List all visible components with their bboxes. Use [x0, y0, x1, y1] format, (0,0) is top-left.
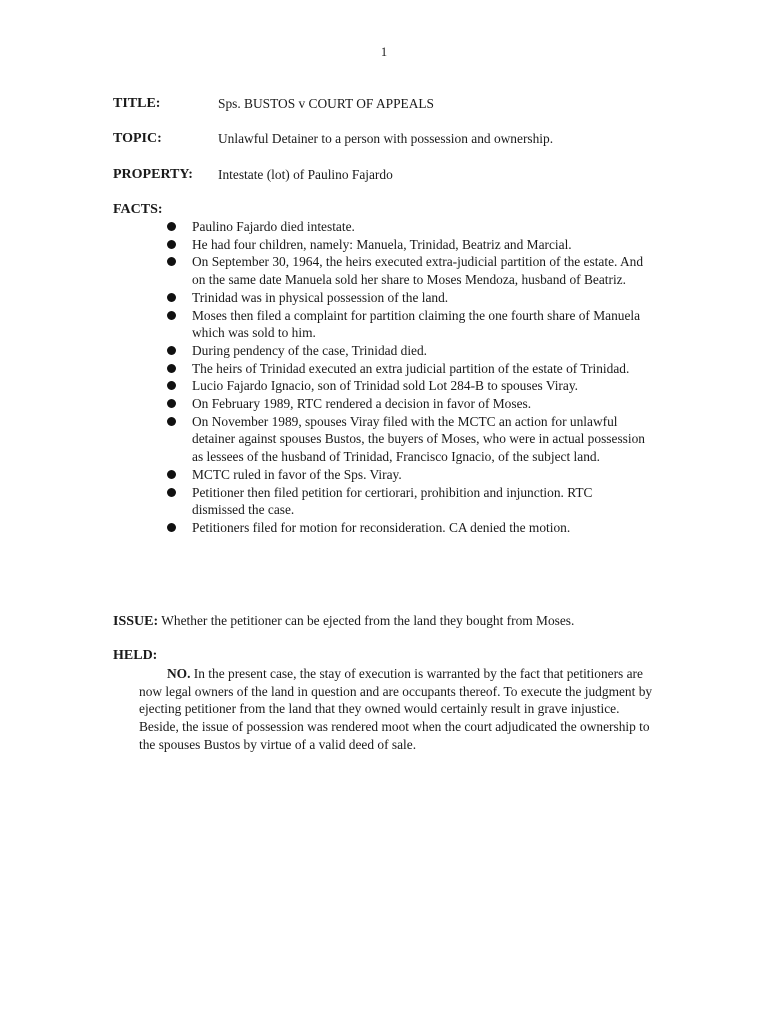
- fact-item: [165, 253, 645, 288]
- fact-item: [165, 236, 645, 254]
- bullet-icon: [167, 257, 176, 266]
- fact-item: [165, 218, 645, 236]
- bullet-icon: [167, 222, 176, 231]
- bullet-icon: [167, 488, 176, 497]
- fact-text: Moses then filed a complaint for partition claiming the one fourth share of Manuela which was sold to him.: [192, 307, 641, 341]
- fact-text: Lucio Fajardo Ignacio, son of Trinidad sold Lot 284-B to spouses Viray.: [192, 378, 579, 394]
- fact-text: He had four children, namely: Manuela, Trinidad, Beatriz and Marcial.: [192, 236, 572, 252]
- fact-text: Petitioner then filed petition for certiorari, prohibition and injunction. RTC dismissed the case.: [192, 484, 593, 518]
- title-label: TITLE:: [113, 96, 161, 111]
- fact-item: [165, 519, 645, 537]
- fact-text: On September 30, 1964, the heirs executed extra-judicial partition of the estate. And on the same date Manuela sold her share to Moses Mendoza, husband of Beatriz.: [192, 254, 644, 288]
- fact-text: Paulino Fajardo died intestate.: [192, 219, 355, 234]
- page-number: 1: [380, 45, 388, 59]
- bullet-icon: [167, 346, 176, 355]
- issue-row: [113, 612, 673, 631]
- bullet-icon: [167, 311, 176, 320]
- held-label: HELD:: [113, 648, 158, 663]
- held-verdict: NO.: [167, 666, 191, 681]
- case-title: Sps. BUSTOS v COURT OF APPEALS: [218, 96, 434, 111]
- issue-label: ISSUE:: [113, 614, 159, 629]
- bullet-icon: [167, 293, 176, 302]
- issue-text: Whether the petitioner can be ejected from the land they bought from Moses.: [161, 613, 575, 628]
- held-text: In the present case, the stay of execution is warranted by the fact that petitioners are now legal owners of the land in question and are occupants thereof. To execute the judgment by ejecting petitioner from the land that they owned would certainly result in grave injustice. Beside, the issue of possession was rendered moot when the court adjudicated the ownership to the spouses Bustos by virtue of a valid deed of sale.: [139, 666, 653, 752]
- bullet-icon: [167, 399, 176, 408]
- bullet-icon: [167, 381, 176, 390]
- fact-item: [165, 413, 645, 466]
- fact-text: On November 1989, spouses Viray filed with the MCTC an action for unlawful detainer against spouses Bustos, the buyers of Moses, who were in actual possession as lessees of the husband of Trinidad, Francisco Ignacio, of the subject land.: [192, 413, 645, 465]
- fact-text: MCTC ruled in favor of the Sps. Viray.: [192, 466, 402, 482]
- bullet-icon: [167, 470, 176, 479]
- fact-item: [165, 360, 645, 378]
- fact-text: The heirs of Trinidad executed an extra judicial partition of the estate of Trinidad.: [192, 360, 630, 376]
- fact-text: On February 1989, RTC rendered a decision in favor of Moses.: [192, 396, 532, 412]
- property-row: [113, 166, 673, 184]
- property-label: PROPERTY:: [113, 167, 193, 182]
- held-paragraph: [139, 665, 659, 754]
- fact-item: [165, 377, 645, 395]
- fact-item: [165, 307, 645, 342]
- topic-label: TOPIC:: [113, 131, 162, 146]
- fact-text: During pendency of the case, Trinidad died.: [192, 342, 428, 358]
- fact-text: Trinidad was in physical possession of the land.: [192, 289, 449, 305]
- facts-label: FACTS:: [113, 202, 163, 217]
- fact-item: [165, 466, 645, 484]
- topic-value: Unlawful Detainer to a person with possession and ownership.: [218, 131, 554, 146]
- facts-list: [165, 218, 645, 537]
- fact-item: [165, 395, 645, 413]
- title-row: [113, 95, 673, 113]
- bullet-icon: [167, 523, 176, 532]
- bullet-icon: [167, 240, 176, 249]
- bullet-icon: [167, 364, 176, 373]
- fact-item: [165, 342, 645, 360]
- bullet-icon: [167, 417, 176, 426]
- topic-row: [113, 130, 673, 148]
- property-value: Intestate (lot) of Paulino Fajardo: [218, 167, 393, 182]
- fact-item: [165, 484, 645, 519]
- fact-text: Petitioners filed for motion for reconsideration. CA denied the motion.: [192, 519, 571, 535]
- fact-item: [165, 289, 645, 307]
